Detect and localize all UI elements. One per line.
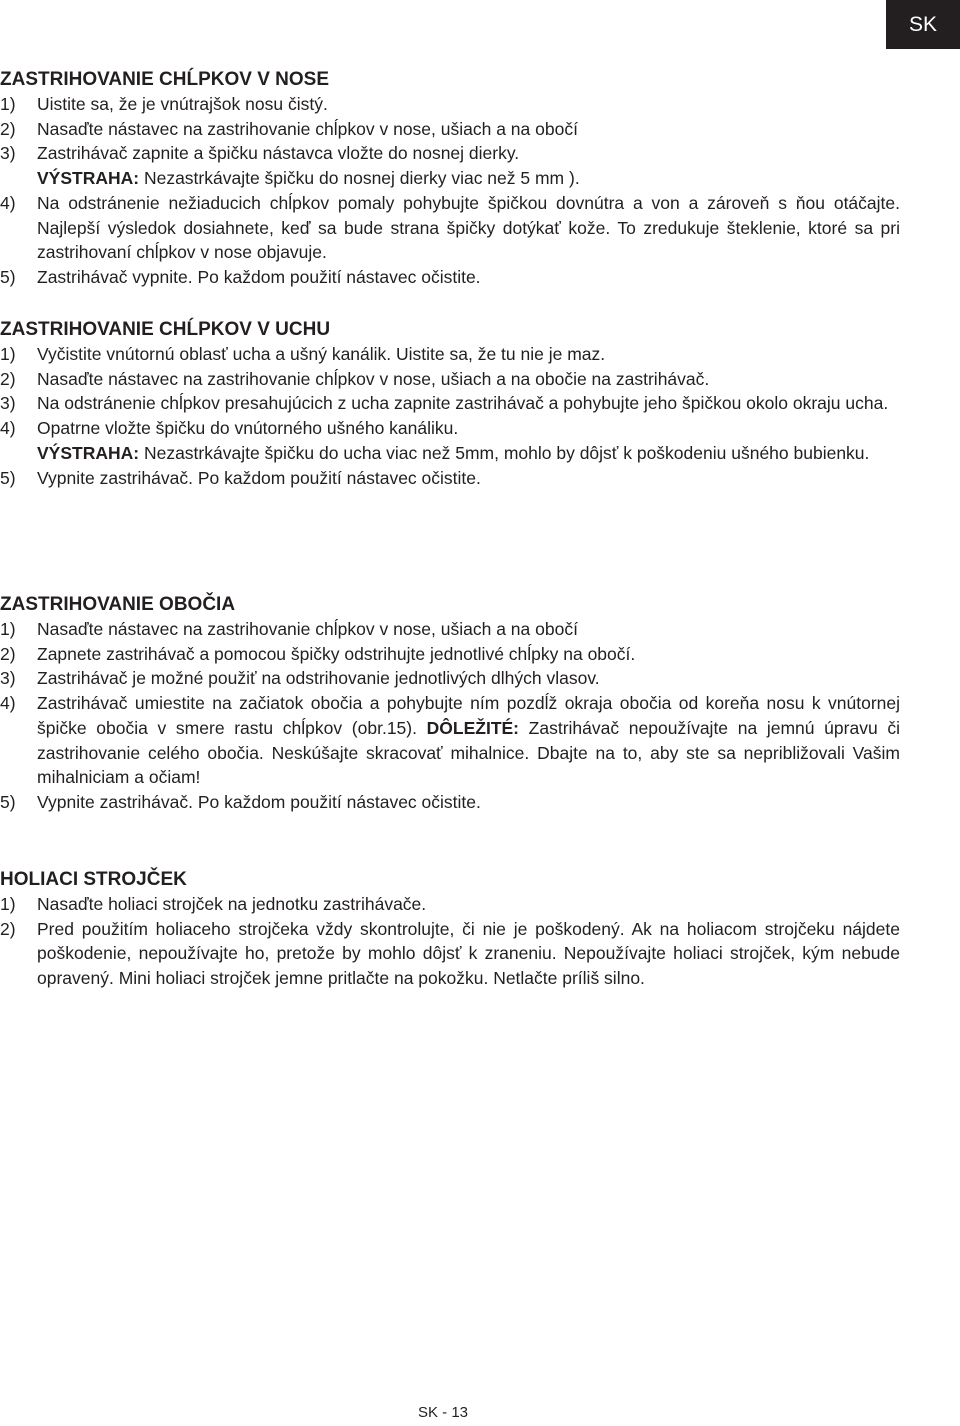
list-item <box>0 617 900 642</box>
item-text: Vyčistite vnútornú oblasť ucha a ušný kanálik. Uistite sa, že tu nie je maz. <box>37 344 606 364</box>
section-title: HOLIACI STROJČEK <box>0 869 187 890</box>
item-text: Opatrne vložte špičku do vnútorného ušného kanáliku. <box>37 418 459 439</box>
list-item <box>0 642 900 667</box>
section-ear-trimming <box>0 318 900 490</box>
warning-text: Nezastrkávajte špičku do ucha viac než 5mm, mohlo by dôjsť k poškodeniu ušného bubienku. <box>139 442 870 463</box>
item-text: Uistite sa, že je vnútrajšok nosu čistý. <box>37 94 328 114</box>
list-item <box>0 117 900 142</box>
section-eyebrow-trimming <box>0 593 900 815</box>
important-text: Zastrihávač nepoužívajte na jemnú úpravu či zastrihovanie celého obočia. Neskúšajte skracovať mihalnice. Dbajte na to, aby ste sa nepribližovali Vašim mihalniciam a očiam! <box>37 717 900 788</box>
item-text: Zastrihávač vypnite. Po každom použití nástavec očistite. <box>37 266 481 287</box>
list-item <box>0 917 900 991</box>
section-title: ZASTRIHOVANIE CHĹPKOV V NOSE <box>0 69 330 90</box>
item-text: Pred použitím holiaceho strojčeka vždy skontrolujte, či nie je poškodený. Ak na holiacom strojčeku nájdete poškodenie, nepoužívajte ho, pretože by mohlo dôjsť k zraneniu. Nepoužívajte holiaci strojček, kým nebude opravený. Mini holiaci strojček jemne pritlačte na pokožku. Netlačte príliš silno. <box>37 918 900 989</box>
item-text: Zastrihávač je možné použiť na odstrihovanie jednotlivých dlhých vlasov. <box>37 668 600 689</box>
item-number: 2) <box>0 643 16 664</box>
list-item <box>0 191 900 265</box>
item-number: 5) <box>0 467 16 488</box>
section-title: ZASTRIHOVANIE CHĹPKOV V UCHU <box>0 319 331 340</box>
warning-note <box>37 441 900 466</box>
list-item <box>0 666 900 691</box>
item-number: 2) <box>0 118 16 139</box>
list-item <box>0 466 900 491</box>
item-number: 4) <box>0 192 16 213</box>
item-number: 1) <box>0 619 16 639</box>
page-footer: SK - 13 <box>417 1404 469 1421</box>
language-tab: SK <box>886 0 960 49</box>
warning-label: VÝSTRAHA: <box>37 442 140 463</box>
list-item <box>0 141 900 190</box>
item-number: 1) <box>0 94 16 114</box>
item-number: 4) <box>0 418 16 439</box>
list-item <box>0 691 900 790</box>
item-text: Nasaďte nástavec na zastrihovanie chĺpkov v nose, ušiach a na obočie na zastrihávač. <box>37 368 710 389</box>
item-text: Zapnete zastrihávač a pomocou špičky odstrihujte jednotlivé chĺpky na obočí. <box>37 643 636 664</box>
item-number: 3) <box>0 393 16 414</box>
item-text: Vypnite zastrihávač. Po každom použití nástavec očistite. <box>37 467 481 488</box>
list-item <box>0 265 900 290</box>
item-text: Nasaďte nástavec na zastrihovanie chĺpkov v nose, ušiach a na obočí <box>37 118 578 139</box>
item-number: 3) <box>0 668 16 689</box>
section-nose-trimming <box>0 68 900 290</box>
list-item <box>0 790 900 815</box>
item-number: 1) <box>0 344 16 364</box>
item-text: Zastrihávač zapnite a špičku nástavca vložte do nosnej dierky. <box>37 143 520 164</box>
list-item <box>0 892 900 917</box>
section-title: ZASTRIHOVANIE OBOČIA <box>0 594 236 615</box>
list-item <box>0 367 900 392</box>
item-text: Nasaďte holiaci strojček na jednotku zastrihávače. <box>37 894 427 914</box>
list-item <box>0 342 900 367</box>
item-text: Nasaďte nástavec na zastrihovanie chĺpkov v nose, ušiach a na obočí <box>37 619 578 639</box>
item-number: 4) <box>0 693 16 714</box>
list-item <box>0 92 900 117</box>
section-shaver <box>0 868 900 991</box>
item-number: 2) <box>0 918 16 939</box>
list-item <box>0 391 900 416</box>
item-number: 5) <box>0 266 16 287</box>
item-number: 1) <box>0 894 16 914</box>
item-text: Vypnite zastrihávač. Po každom použití nástavec očistite. <box>37 791 481 812</box>
important-label: DÔLEŽITÉ: <box>416 717 520 738</box>
item-text: Zastrihávač umiestite na začiatok obočia a pohybujte ním pozdĺž okraja obočia od koreňa nosu k vnútornej špičke obočia v smere rastu chĺpkov (obr.15). <box>37 693 900 738</box>
warning-label: VÝSTRAHA: <box>37 168 140 189</box>
warning-text: Nezastrkávajte špičku do nosnej dierky viac než 5 mm ). <box>139 168 580 189</box>
item-text: Na odstránenie chĺpkov presahujúcich z ucha zapnite zastrihávač a pohybujte jeho špičkou okolo okraju ucha. <box>37 393 889 414</box>
item-text: Na odstránenie nežiaducich chĺpkov pomaly pohybujte špičkou dovnútra a von a zároveň s ňou otáčajte. Najlepší výsledok dosiahnete, keď sa bude strana špičky dotýkať kože. To zredukuje šteklenie, ktoré sa pri zastrihovaní chĺpkov v nose objavuje. <box>37 192 900 263</box>
item-number: 3) <box>0 143 16 164</box>
item-number: 2) <box>0 368 16 389</box>
list-item <box>0 416 900 465</box>
warning-note <box>37 166 900 191</box>
item-number: 5) <box>0 791 16 812</box>
